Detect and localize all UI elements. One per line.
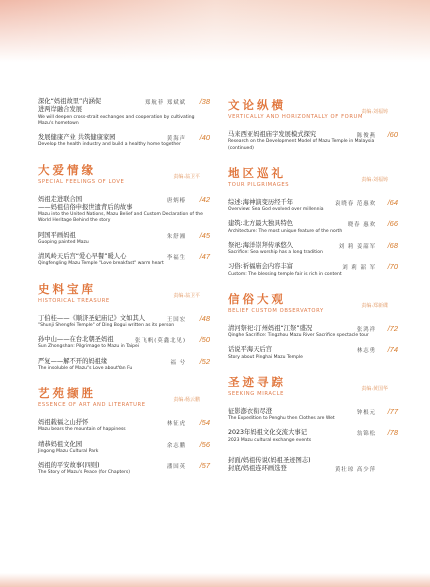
toc-entry[interactable] — [38, 232, 210, 247]
entry-author: 刘 莉 姜韶军 — [338, 243, 376, 250]
toc-entry[interactable] — [38, 441, 210, 456]
entry-title-zh: 严复——解不开的妈祖缘 — [38, 357, 108, 365]
section-editor: 责编:郑新碟 — [361, 302, 388, 309]
section-header — [38, 282, 210, 305]
section-title-en: ESSENCE OF ART AND LITERATURE — [38, 402, 146, 408]
entry-title-en: "Shunji Shengfei Temple" of Ding Bogui written as its person — [38, 322, 175, 328]
entry-author: 钟根元 — [356, 409, 376, 416]
entry-title-en: Architecture: The most unique feature of the north — [228, 228, 343, 234]
entry-title-en: The insoluble of Mazu"s Love aboutYan Fu — [38, 365, 133, 371]
entry-title-en: Sun Zhongshan: Pilgrimage to Mazu in Taipei — [38, 344, 140, 350]
entry-page-number: /57 — [199, 461, 210, 470]
entry-title-en: Qingfengling Mazu Temple "Love breakfast" warm heart — [38, 261, 164, 267]
toc-entry[interactable] — [38, 462, 210, 477]
entry-title-en: Custom: The blessing temple fair is rich in content — [228, 271, 342, 277]
toc-entry[interactable] — [38, 196, 210, 225]
entry-title-zh: 深化“妈祖故里”内涵促 进两岸融合发展 — [38, 98, 102, 114]
section-editor: 责编:黄国华 — [361, 385, 388, 392]
section-editor: 责编:刘福铸 — [361, 109, 388, 115]
entry-author: 晓春 惠欢 — [347, 222, 376, 229]
entry-page-number: /40 — [199, 133, 210, 142]
toc-entry[interactable] — [228, 429, 398, 444]
section-editor: 责编:翁卫平 — [173, 173, 200, 180]
entry-title-en: Sacrifice: Sea worship has a long tradition — [228, 250, 323, 255]
entry-author: 林征虎 — [166, 421, 186, 427]
entry-title-zh: 综述:海神演变历经千年 — [228, 198, 294, 206]
entry-author: 唐炳椿 — [166, 197, 186, 204]
toc-entry[interactable] — [228, 242, 398, 257]
entry-author: 刘 莉 韶 军 — [342, 265, 376, 272]
entry-page-number: /48 — [199, 313, 210, 323]
section-editor: 责编:翁卫平 — [173, 292, 200, 299]
entry-title-en: Story about Pinghai Mazu Temple — [228, 354, 303, 360]
section-editor: 责编:杨云鹏 — [173, 397, 200, 403]
entry-author: 郑航菲 郑斌斌 — [144, 100, 186, 106]
entry-author: 潘国英 — [166, 464, 186, 470]
entry-page-number: /42 — [199, 194, 210, 204]
cover-credits-text: 封面/妈祖传说(妈祖圣迹图志) 封底/妈祖连环画选登 — [228, 456, 311, 472]
entry-page-number: /56 — [199, 439, 210, 449]
top-color-band — [0, 0, 430, 62]
bottom-color-band — [0, 573, 430, 587]
entry-author: 李福生 — [166, 255, 186, 261]
section-title-zh: 圣迹寻踪 — [228, 374, 286, 389]
left-column — [38, 98, 210, 484]
entry-title-en: Overview: Sea God evolved over millennia — [228, 207, 324, 212]
entry-author: 余志鹏 — [166, 442, 186, 449]
entry-page-number: /54 — [199, 418, 210, 427]
entry-page-number: /74 — [387, 345, 398, 355]
entry-title-en: The Expedition to Penghu then Clothes are Wet — [228, 416, 335, 421]
section-editor: 责编:刘福铸 — [361, 176, 388, 183]
right-column — [228, 98, 398, 480]
entry-title-en: Mazu bears the mountain of happiness — [38, 427, 126, 433]
section-title-zh: 信俗大观 — [228, 291, 286, 306]
section-title-en: SPECIAL FEELINGS OF LOVE — [38, 178, 125, 185]
entry-author: 陈俊燕 — [356, 133, 376, 139]
toc-entry[interactable] — [228, 263, 398, 278]
entry-author: 福 兮 — [170, 359, 186, 366]
entry-page-number: /77 — [387, 406, 398, 416]
toc-entry[interactable] — [38, 419, 210, 434]
entry-page-number: /78 — [387, 428, 398, 438]
entry-author: 朱舒湘 — [166, 233, 186, 240]
entry-title-zh: 靖恭妈祖文化园 — [38, 440, 83, 448]
entry-page-number: /60 — [387, 130, 398, 139]
entry-title-zh: 祭祀:海洋崇拜传承悠久 — [228, 241, 294, 249]
toc-entry[interactable] — [228, 408, 398, 423]
entry-title-en: Research on the Development Model of Mazu Temple in Malaysia (continued) — [228, 139, 375, 151]
entry-title-en: We will deepen cross-strait exchanges and cooperation by cultivating Mazu's hometown — [38, 114, 195, 126]
toc-entry[interactable] — [228, 325, 398, 340]
section-header — [38, 386, 210, 409]
entry-title-zh: 建筑:北方最大独具特色 — [228, 220, 294, 228]
entry-title-zh: 妈祖的平安故事(四则) — [38, 462, 100, 469]
entry-title-zh: 妈祖载福之山抒怀 — [38, 419, 89, 426]
section-title-zh: 史料宝库 — [38, 281, 96, 296]
entry-title-en: Jingong Mazu Cultural Park — [38, 448, 99, 454]
entry-title-en: The Story of Mazu's Peace (for Chapters) — [38, 470, 130, 476]
entry-author: 林志勇 — [356, 348, 376, 355]
entry-author: 王国宏 — [166, 316, 186, 323]
section-title-zh: 地区巡礼 — [228, 165, 286, 180]
entry-title-zh: 2023年妈祖文化交流大事记 — [228, 429, 307, 437]
section-title-en: VERTICALLY AND HORIZONTALLY OF FORUM — [228, 114, 364, 120]
toc-entry[interactable] — [38, 336, 210, 351]
entry-page-number: /66 — [387, 219, 398, 229]
entry-author: 黄海声 — [166, 136, 186, 142]
entry-page-number: /38 — [199, 97, 210, 106]
entry-page-number: /45 — [199, 230, 210, 240]
entry-page-number: /72 — [387, 323, 398, 333]
section-title-en: BELIEF CUSTOM OBSERVATORY — [228, 307, 324, 314]
toc-entry[interactable] — [228, 199, 398, 214]
toc-entry[interactable] — [38, 358, 210, 373]
entry-page-number: /64 — [387, 197, 398, 207]
toc-entry[interactable] — [228, 131, 398, 152]
toc-entry[interactable] — [38, 253, 210, 268]
entry-title-zh: 马来西亚妈祖庙宇发展模式探究 — [228, 131, 317, 138]
toc-entry[interactable] — [228, 220, 398, 235]
section-header — [228, 375, 398, 398]
section-title-en: SEEKING MIRACLE — [228, 390, 284, 397]
entry-page-number: /70 — [387, 262, 398, 272]
entry-title-en: Guoping painted Mazu — [38, 239, 89, 245]
section-header — [38, 163, 210, 186]
entry-title-zh: 发展健康产业 共筑健康家园 — [38, 134, 116, 141]
entry-author: 张鸿祥 — [356, 326, 376, 333]
entry-title-zh: 清河祭祀:汀州妈祖“江祭”盛况 — [228, 324, 313, 332]
section-title-zh: 大爱情缘 — [38, 162, 96, 177]
entry-title-en: Qinghe Sacrifice: Tingzhou Mazu River Sacrifice spectacle tour — [228, 333, 369, 338]
section-header — [228, 166, 398, 189]
toc-entry[interactable] — [38, 98, 210, 127]
entry-page-number: /50 — [199, 335, 210, 344]
cover-credits-author: 黄壮琼 高少萍 — [334, 466, 376, 473]
entry-title-zh: 孙中山——在台北朝圣妈祖 — [38, 336, 114, 343]
entry-title-en: Develop the health industry and build a healthy home together — [38, 142, 181, 148]
entry-author: 袁晓春 范惠欢 — [334, 200, 376, 207]
section-title-zh: 艺苑撷胜 — [38, 386, 96, 400]
toc-entry[interactable] — [228, 346, 398, 361]
entry-title-zh: 习俗:祈福庙会内容丰富 — [228, 263, 294, 271]
entry-title-en: 2023 Mazu cultural exchange events — [228, 437, 312, 443]
section-header — [228, 98, 398, 121]
entry-title-en: Mazu into the United Nations, Mazu Belief and Custom Declaration of the World Heritage Behind the story — [38, 212, 203, 224]
entry-title-zh: 清风岭天后宫“爱心早餐”暖人心 — [38, 253, 127, 260]
entry-author: 张飞帆(莫鑫北见) — [135, 338, 186, 344]
cover-credits — [228, 451, 398, 474]
section-title-en: TOUR PILGRIMAGES — [228, 181, 290, 188]
entry-title-zh: 丁伯桂——《顺济圣妃庙记》文如其人 — [38, 314, 146, 322]
entry-title-zh: 妈祖走进联合国 ——妈祖信俗申报世遗背后的故事 — [38, 195, 133, 211]
section-header — [228, 292, 398, 315]
entry-page-number: /52 — [199, 356, 210, 366]
toc-entry[interactable] — [38, 134, 210, 149]
section-title-en: HISTORICAL TREASURE — [38, 297, 110, 304]
entry-title-zh: 话说平海天后宫 — [228, 346, 273, 354]
entry-author: 翁锦松 — [356, 431, 376, 438]
entry-title-zh: 阿国平画妈祖 — [38, 231, 76, 239]
entry-page-number: /47 — [199, 252, 210, 261]
entry-page-number: /68 — [387, 240, 398, 250]
entry-title-zh: 征影澎衣衔尽澄 — [228, 407, 273, 415]
section-title-zh: 文论纵横 — [228, 98, 286, 112]
toc-entry[interactable] — [38, 315, 210, 330]
